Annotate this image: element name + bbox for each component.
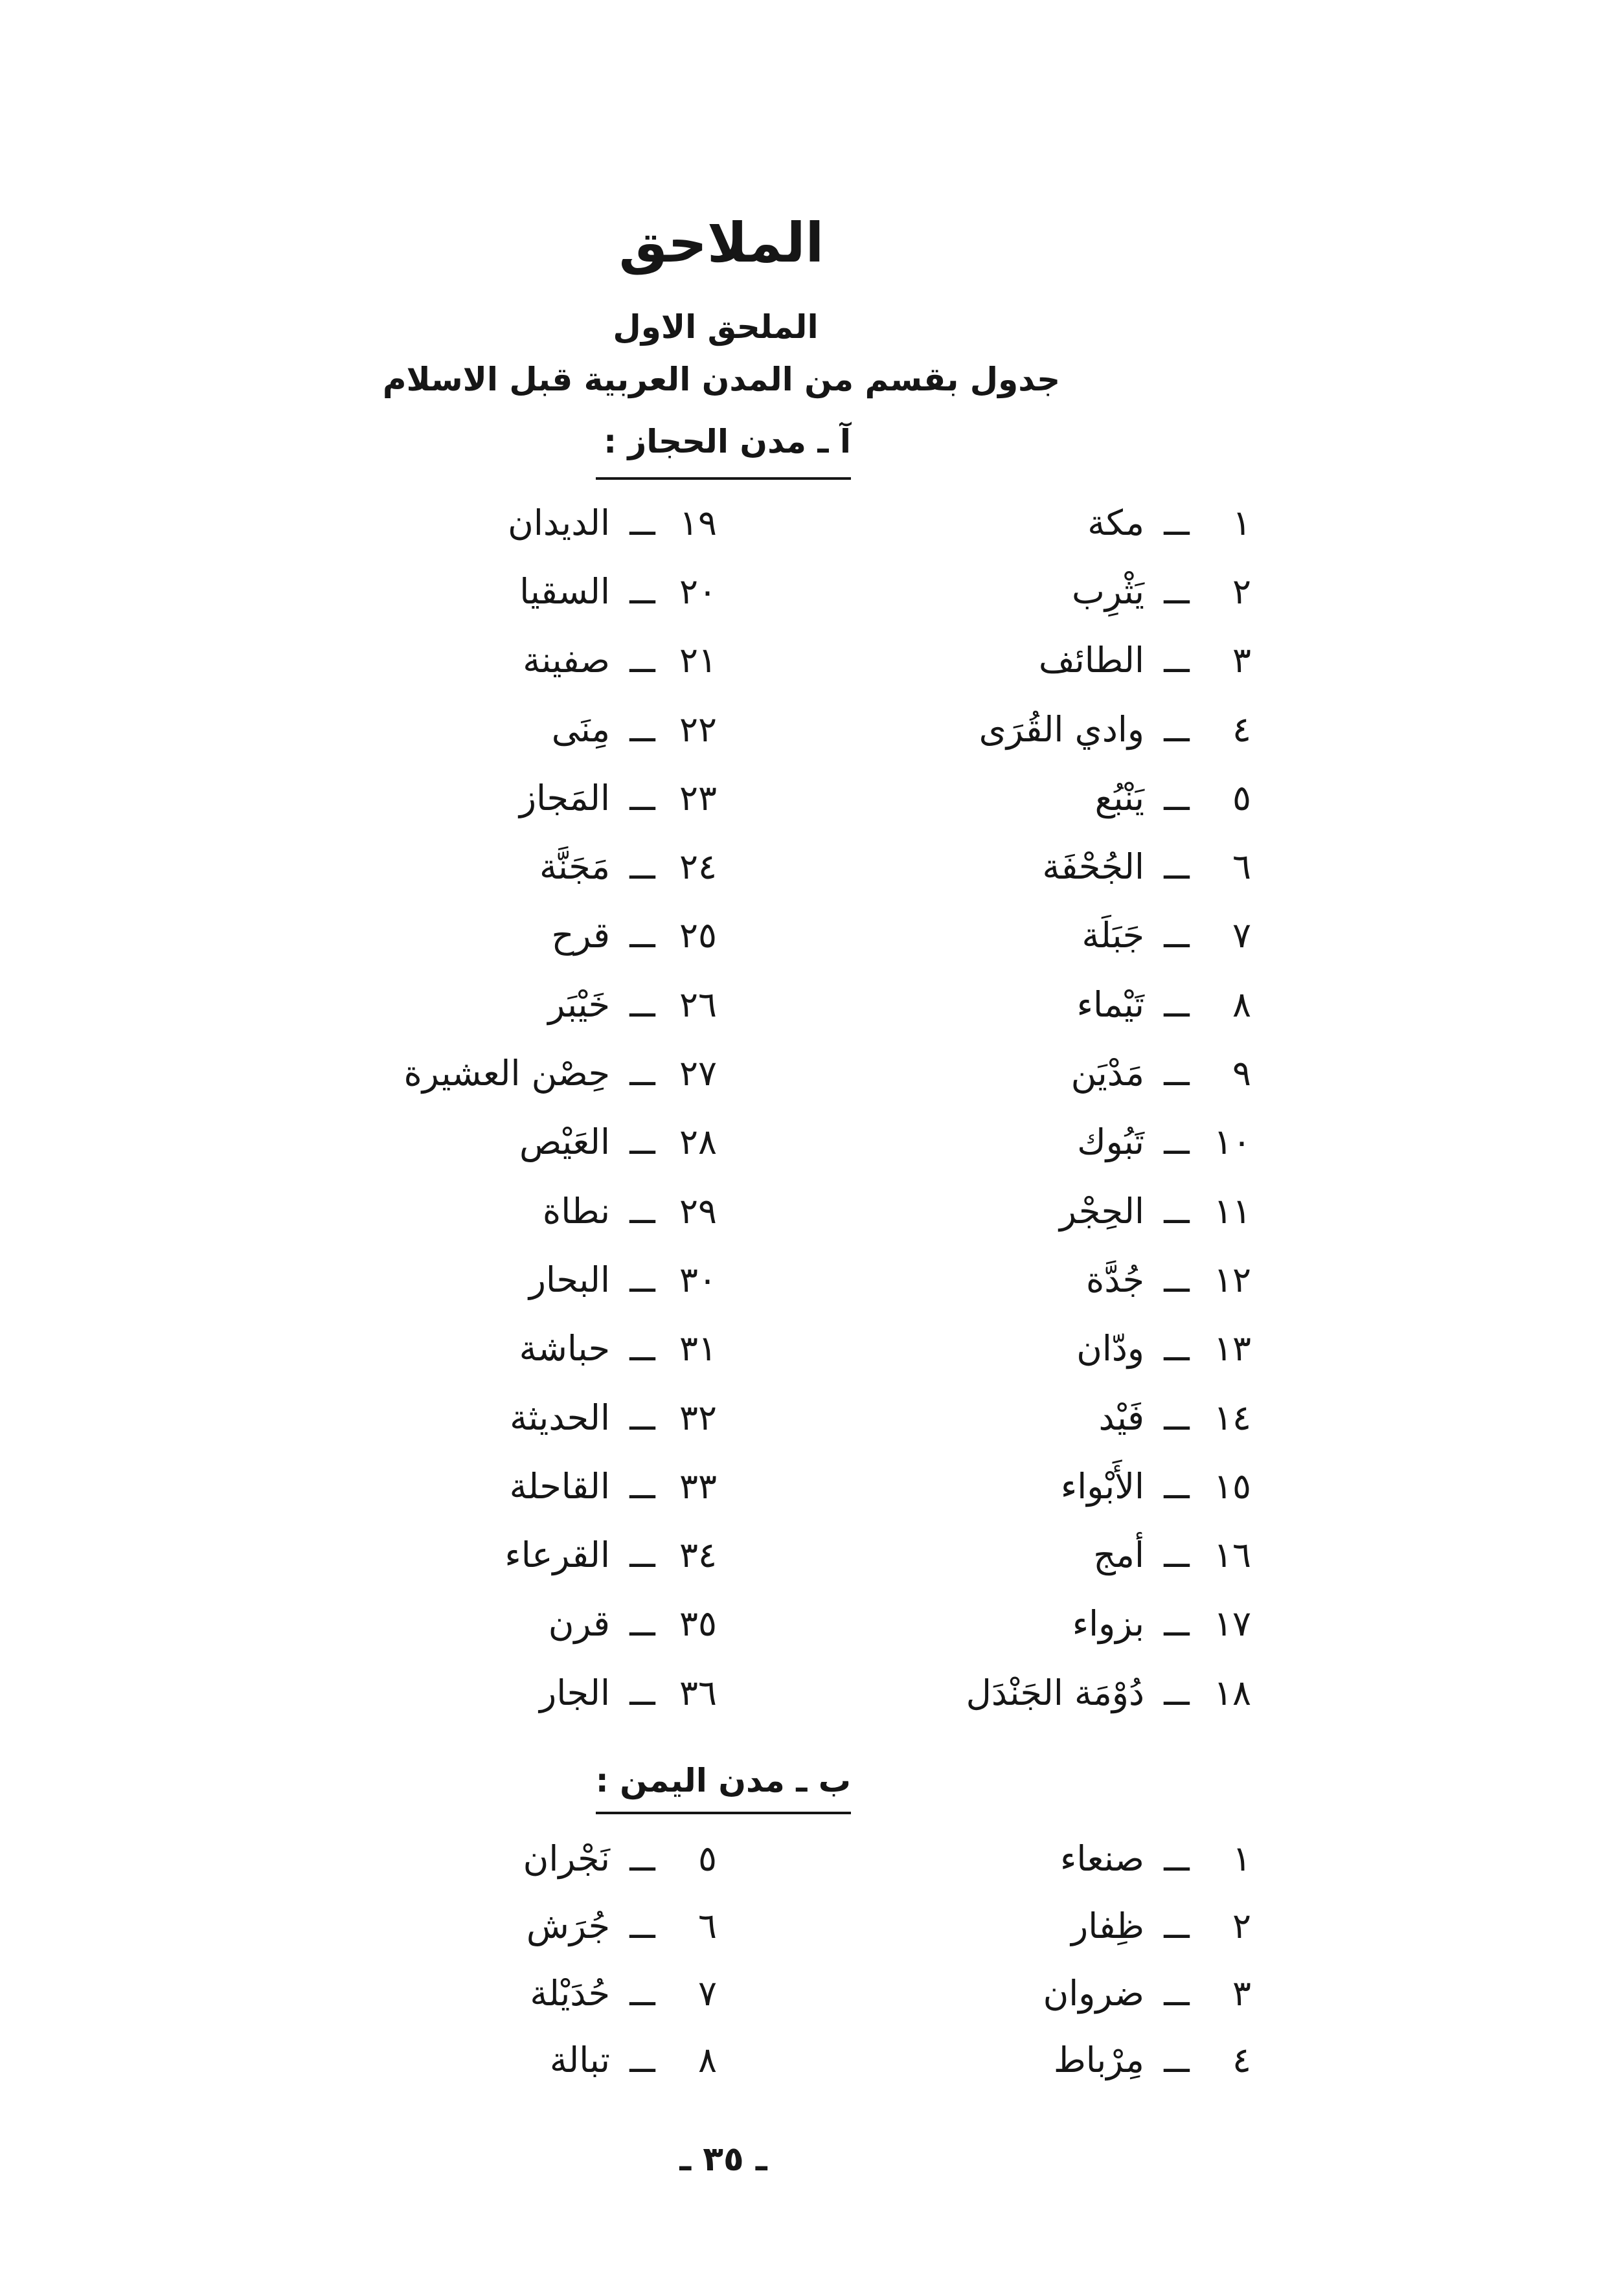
separator-dash: ـ <box>1164 708 1189 750</box>
separator-dash: ـ <box>629 1465 655 1507</box>
city-number: ٢٢ <box>679 708 717 750</box>
city-name: جُرَش <box>526 1906 610 1947</box>
city-name: فَيْد <box>1098 1397 1144 1438</box>
city-name: حِصْن العشيرة <box>403 1053 610 1094</box>
city-number: ٨ <box>1232 984 1251 1025</box>
city-name: الحِجْر <box>1059 1190 1144 1232</box>
separator-dash: ـ <box>629 1053 655 1094</box>
city-number: ٢٠ <box>679 570 717 612</box>
section-heading-yemen: ب ـ مدن اليمن : <box>595 1762 851 1799</box>
city-row <box>225 1959 717 2027</box>
city-row <box>225 832 717 901</box>
city-row <box>225 1383 717 1452</box>
city-row <box>759 970 1251 1039</box>
separator-dash: ـ <box>1164 1397 1189 1438</box>
appendix-subtitle: جدول بقسم من المدن العربية قبل الاسلام <box>382 361 1061 398</box>
separator-dash: ـ <box>1164 1535 1189 1576</box>
city-row <box>225 1590 717 1658</box>
city-number: ٢٩ <box>679 1190 717 1232</box>
separator-dash: ـ <box>1164 777 1189 818</box>
city-row <box>759 1658 1251 1727</box>
city-name: الأَبْواء <box>1060 1465 1144 1507</box>
city-number: ١٧ <box>1213 1603 1251 1645</box>
city-row <box>225 763 717 832</box>
city-row <box>225 2027 717 2094</box>
separator-dash: ـ <box>629 1972 655 2014</box>
separator-dash: ـ <box>1164 1190 1189 1232</box>
city-name: صنعاء <box>1059 1838 1144 1880</box>
separator-dash: ـ <box>629 640 655 681</box>
separator-dash: ـ <box>629 1603 655 1645</box>
city-row <box>225 970 717 1039</box>
city-row <box>225 1108 717 1176</box>
city-name: صفينة <box>523 640 610 681</box>
city-row <box>759 901 1251 970</box>
city-row <box>225 695 717 763</box>
separator-dash: ـ <box>629 1672 655 1713</box>
city-name: القرعاء <box>504 1535 610 1576</box>
city-number: ٦ <box>1232 846 1251 888</box>
separator-dash: ـ <box>1164 1465 1189 1507</box>
city-number: ١٤ <box>1213 1397 1251 1438</box>
city-name: نَجْران <box>523 1838 610 1880</box>
city-row <box>759 1893 1251 1960</box>
city-number: ٧ <box>697 1972 717 2014</box>
city-row <box>759 557 1251 625</box>
city-number: ٤ <box>1232 708 1251 750</box>
city-name: الجار <box>539 1672 610 1713</box>
page-title: الملاحق <box>618 211 824 275</box>
city-number: ٢٧ <box>679 1053 717 1094</box>
separator-dash: ـ <box>629 846 655 888</box>
city-row <box>759 1520 1251 1589</box>
city-row <box>225 1825 717 1893</box>
separator-dash: ـ <box>629 570 655 612</box>
separator-dash: ـ <box>1164 915 1189 956</box>
city-name: بزواء <box>1072 1603 1144 1645</box>
city-name: ظِفار <box>1071 1906 1144 1947</box>
city-row <box>225 1520 717 1589</box>
city-number: ٦ <box>697 1906 717 1947</box>
city-row <box>759 1825 1251 1893</box>
city-name: ودّان <box>1076 1328 1144 1369</box>
city-name: وادي القُرَى <box>979 708 1144 750</box>
separator-dash: ـ <box>1164 1972 1189 2014</box>
city-number: ٢٣ <box>679 777 717 818</box>
separator-dash: ـ <box>629 1190 655 1232</box>
city-name: حباشة <box>519 1328 610 1369</box>
city-row <box>759 2027 1251 2094</box>
city-number: ٣٥ <box>679 1603 717 1645</box>
separator-dash: ـ <box>629 1535 655 1576</box>
city-row <box>225 626 717 695</box>
separator-dash: ـ <box>629 1121 655 1163</box>
city-name: مكة <box>1087 502 1144 543</box>
separator-dash: ـ <box>629 1838 655 1880</box>
city-name: دُوْمَة الجَنْدَل <box>966 1672 1144 1713</box>
city-name: نطاة <box>542 1190 610 1232</box>
city-row <box>759 1245 1251 1314</box>
city-row <box>225 901 717 970</box>
separator-dash: ـ <box>629 984 655 1025</box>
separator-dash: ـ <box>629 1397 655 1438</box>
city-number: ٢١ <box>679 640 717 681</box>
city-number: ٢٤ <box>679 846 717 888</box>
city-row <box>225 1452 717 1520</box>
city-row <box>225 1658 717 1727</box>
city-number: ١٩ <box>679 502 717 543</box>
city-name: حُدَيْلة <box>530 1972 610 2014</box>
separator-dash: ـ <box>629 1906 655 1947</box>
hijaz-right-column <box>759 488 1251 1727</box>
separator-dash: ـ <box>1164 2040 1189 2081</box>
city-name: أمج <box>1093 1535 1144 1576</box>
separator-dash: ـ <box>629 1328 655 1369</box>
city-name: تبالة <box>549 2040 610 2081</box>
city-name: الحديثة <box>510 1397 610 1438</box>
city-row <box>759 488 1251 557</box>
city-number: ٢ <box>1232 1906 1251 1947</box>
city-row <box>759 626 1251 695</box>
city-row <box>225 557 717 625</box>
city-row <box>759 1108 1251 1176</box>
city-number: ٧ <box>1232 915 1251 956</box>
separator-dash: ـ <box>629 1259 655 1300</box>
city-name: مَدْيَن <box>1070 1053 1144 1094</box>
separator-dash: ـ <box>1164 1603 1189 1645</box>
separator-dash: ـ <box>1164 984 1189 1025</box>
city-row <box>225 488 717 557</box>
separator-dash: ـ <box>1164 1259 1189 1300</box>
section-underline <box>596 1812 851 1814</box>
city-number: ٣١ <box>679 1328 717 1369</box>
city-name: مِرْباط <box>1053 2040 1144 2081</box>
city-name: الطائف <box>1038 640 1144 681</box>
city-number: ٨ <box>697 2040 717 2081</box>
city-row <box>759 1959 1251 2027</box>
city-number: ٢ <box>1232 570 1251 612</box>
city-row <box>225 1893 717 1960</box>
city-name: السقيا <box>519 570 610 612</box>
city-number: ٣ <box>1232 640 1251 681</box>
separator-dash: ـ <box>1164 846 1189 888</box>
city-row <box>759 1314 1251 1383</box>
city-number: ٢٦ <box>679 984 717 1025</box>
city-name: العَيْص <box>519 1121 610 1163</box>
separator-dash: ـ <box>1164 1672 1189 1713</box>
city-name: ضروان <box>1043 1972 1144 2014</box>
city-number: ١ <box>1232 502 1251 543</box>
city-row <box>759 1176 1251 1245</box>
separator-dash: ـ <box>1164 1053 1189 1094</box>
city-name: البحار <box>528 1259 610 1300</box>
city-row <box>759 1590 1251 1658</box>
separator-dash: ـ <box>629 708 655 750</box>
city-name: مِنَى <box>551 708 610 750</box>
city-name: مَجَنَّة <box>539 846 610 888</box>
city-name: جَبَلَة <box>1081 915 1144 956</box>
city-number: ٥ <box>1232 777 1251 818</box>
city-number: ١٠ <box>1213 1121 1251 1163</box>
separator-dash: ـ <box>1164 640 1189 681</box>
city-name: قرح <box>551 915 610 956</box>
separator-dash: ـ <box>629 502 655 543</box>
separator-dash: ـ <box>1164 502 1189 543</box>
city-row <box>759 763 1251 832</box>
city-name: القاحلة <box>509 1465 610 1507</box>
separator-dash: ـ <box>1164 1121 1189 1163</box>
city-name: جُدَّة <box>1085 1259 1144 1300</box>
separator-dash: ـ <box>629 777 655 818</box>
city-row <box>225 1176 717 1245</box>
city-name: قرن <box>548 1603 610 1645</box>
separator-dash: ـ <box>1164 570 1189 612</box>
city-name: يَنْبُع <box>1094 777 1144 818</box>
city-number: ١١ <box>1213 1190 1251 1232</box>
city-number: ٥ <box>697 1838 717 1880</box>
separator-dash: ـ <box>1164 1906 1189 1947</box>
separator-dash: ـ <box>1164 1838 1189 1880</box>
city-row <box>759 695 1251 763</box>
city-name: تَيْماء <box>1076 984 1144 1025</box>
city-number: ١٥ <box>1213 1465 1251 1507</box>
city-number: ١ <box>1232 1838 1251 1880</box>
city-row <box>759 1039 1251 1107</box>
separator-dash: ـ <box>629 2040 655 2081</box>
city-row <box>225 1039 717 1107</box>
city-number: ٣٢ <box>679 1397 717 1438</box>
city-number: ٣٠ <box>679 1259 717 1300</box>
city-name: خَيْبَر <box>548 984 610 1025</box>
hijaz-left-column <box>225 488 717 1727</box>
city-name: الديدان <box>508 502 610 543</box>
city-number: ٢٨ <box>679 1121 717 1163</box>
city-number: ١٢ <box>1213 1259 1251 1300</box>
yemen-left-column <box>225 1825 717 2094</box>
city-row <box>225 1314 717 1383</box>
yemen-right-column <box>759 1825 1251 2094</box>
city-number: ٣ <box>1232 1972 1251 2014</box>
city-name: يَثْرِب <box>1072 570 1144 612</box>
city-row <box>759 832 1251 901</box>
city-name: المَجاز <box>519 777 610 818</box>
city-number: ٤ <box>1232 2040 1251 2081</box>
city-number: ٩ <box>1232 1053 1251 1094</box>
appendix-title: الملحق الاول <box>613 308 819 346</box>
city-row <box>759 1452 1251 1520</box>
city-number: ١٦ <box>1213 1535 1251 1576</box>
page-number: ـ ٣٥ ـ <box>679 2140 767 2179</box>
separator-dash: ـ <box>629 915 655 956</box>
city-number: ٣٣ <box>679 1465 717 1507</box>
city-name: الجُحْفَة <box>1042 846 1144 888</box>
city-number: ٣٤ <box>679 1535 717 1576</box>
section-underline <box>596 477 851 480</box>
city-number: ٢٥ <box>679 915 717 956</box>
separator-dash: ـ <box>1164 1328 1189 1369</box>
city-row <box>759 1383 1251 1452</box>
city-row <box>225 1245 717 1314</box>
city-number: ١٨ <box>1213 1672 1251 1713</box>
city-number: ١٣ <box>1213 1328 1251 1369</box>
city-number: ٣٦ <box>679 1672 717 1713</box>
section-heading-hijaz: آ ـ مدن الحجاز : <box>604 423 851 460</box>
city-name: تَبُوك <box>1077 1121 1144 1163</box>
